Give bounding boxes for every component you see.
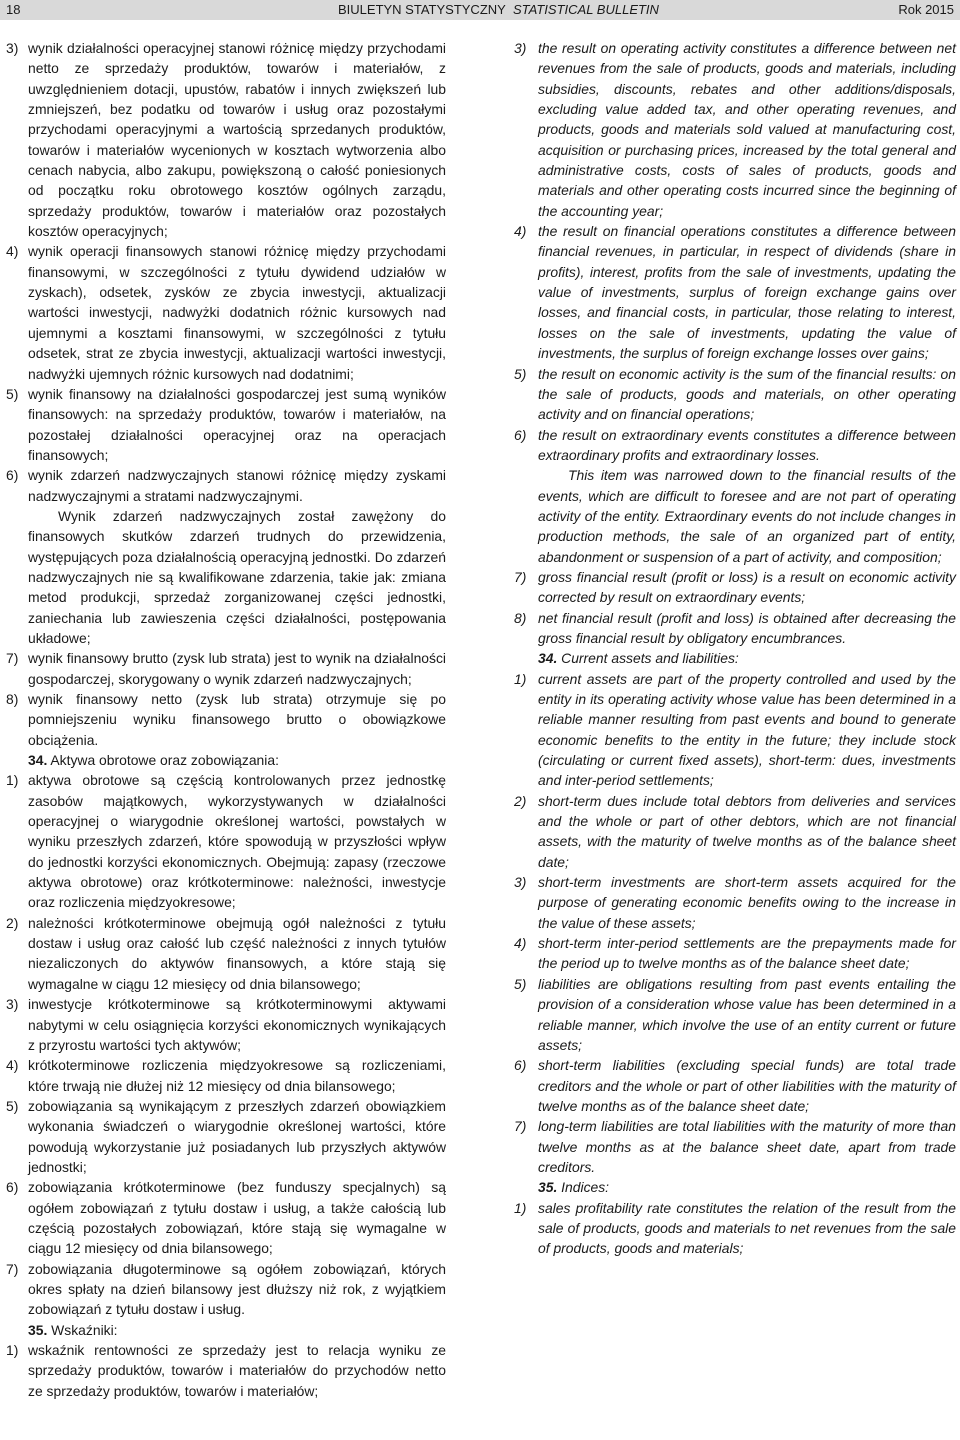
item-text: net financial result (profit and loss) is obtained after decreasing the gross financial result by obligatory encumbrances. [538,609,956,646]
item-number: 2) [514,792,527,809]
item-number: 8) [6,691,19,707]
list-item [6,648,446,689]
section-number: 34. [538,650,558,667]
english-column [514,38,956,1259]
item-text: wynik finansowy netto (zysk lub strata) otrzymuje się po pomniejszeniu wyniku finansowego brutto o obowiązkowe obciążenia. [28,691,446,748]
header-title-en: STATISTICAL BULLETIN [513,2,659,17]
item-text: gross financial result (profit or loss) is a result on economic activity corrected by result on extraordinary events; [538,568,956,606]
item-number: 1) [6,1342,19,1358]
list-item [6,1096,446,1177]
item-number: 8) [514,609,527,626]
item-number: 4) [6,1057,19,1074]
item-text: wynik działalności operacyjnej stanowi różnicę między przychodami netto ze sprzedaży produktów, towarów i materiałów, z uwzględnieniem dotacji, upustów, rabatów i innych zwiększeń lub zmniejszeń, bez podatku od towarów i usług oraz pozostałymi przychodami operacyjnymi a wartością sprzedanych produktów, towarów i materiałów wycenionych w kosztach wytworzenia albo cenach nabycia, albo zakupu, powiększoną o całość poniesionych od początku roku obrotowego kosztów ogólnych zarządu, sprzedaży produktów, towarów i materiałów oraz pozostałych kosztów operacyjnych; [28,40,446,240]
item-text: wskaźnik rentowności ze sprzedaży jest to relacja wyniku ze sprzedaży produktów, towarów i materiałów do przychodów netto ze sprzedaży produktów, towarów i materiałów; [28,1342,446,1399]
list-item [6,465,446,506]
list-item [514,1198,956,1259]
item-number: 6) [6,467,19,484]
item-text: wynik finansowy na działalności gospodarczej jest sumą wyników finansowych: na sprzedaży produktów, towarów i materiałów, na pozostałej działalności operacyjnej oraz na operacjach finansowych; [28,385,446,463]
list-item [514,221,956,363]
item-number: 3) [514,40,527,56]
item-text: zobowiązania są wynikającym z przeszłych zdarzeń obowiązkiem wykonania świadczeń o wiarygodnie określonej wartości, które powodują wykorzystanie już posiadanych lub przyszłych aktywów jednostki; [28,1097,446,1175]
item-text: the result on financial operations constitutes a difference between financial revenues, in particular, in respect of dividends (share in profits), interest, profits from the sale of investments, updating the value of investments, surplus of foreign exchange gains over losses, and financial costs, in particular, those relating to interest, losses on the sale of investments, updating the value of investments, the surplus of foreign exchange losses over gains; [538,223,956,362]
item-number: 3) [6,996,19,1013]
polish-column [6,38,446,1401]
section-heading [6,750,446,770]
item-text: long-term liabilities are total liabilities with the maturity of more than twelve months as at the balance sheet date, apart from trade creditors. [538,1118,956,1175]
section-title: Wskaźniki: [47,1321,118,1338]
header-title-pl: BIULETYN STATYSTYCZNY [338,2,506,17]
list-item [514,872,956,933]
section-heading [6,1320,446,1340]
list-item [6,689,446,750]
list-item [514,364,956,425]
item-number: 2) [6,914,19,931]
list-item [514,567,956,608]
item-text: inwestycje krótkoterminowe są krótkoterminowymi aktywami nabytymi w celu osiągnięcia korzyści ekonomicznych wynikających z przyrostu wartości tych aktywów; [28,996,446,1053]
item-text: short-term dues include total debtors from deliveries and services and the whole or part of other debtors, which are not financial assets, with the maturity of twelve months as of the balance sheet date; [538,792,956,870]
item-text: liabilities are obligations resulting from past events entailing the provision of a consideration whose value has been determined in a reliable manner, which involve the use of an entity current or future assets; [538,975,956,1053]
list-item [6,38,446,241]
item-number: 1) [514,670,527,687]
item-text: krótkoterminowe rozliczenia międzyokresowe są rozliczeniami, które trwają nie dłużej niż 12 miesięcy od dnia bilansowego; [28,1057,446,1094]
list-item [514,1116,956,1177]
item-text: current assets are part of the property controlled and used by the entity in its operating activity whose value has been determined in a reliable manner resulting from past events and bound to generate economic benefits to the entity in the future; they include stock (circulating or current fixed assets), short-term: dues, investments and inter-period settlements; [538,670,956,789]
list-item [6,1177,446,1258]
section-title: Indices: [557,1179,610,1196]
item-number: 4) [6,243,19,260]
section-number: 35. [28,1321,48,1338]
item-text: short-term inter-period settlements are the prepayments made for the period up to twelve months as of the balance sheet date; [538,935,956,972]
list-item [6,1259,446,1320]
item-number: 7) [6,1260,19,1277]
list-item [514,1055,956,1116]
item-text: wynik finansowy brutto (zysk lub strata) jest to wynik na działalności gospodarczej, skorygowany o wynik zdarzeń nadzwyczajnych; [28,650,446,687]
item-number: 5) [514,975,527,992]
item-text: the result on economic activity is the sum of the financial results: on the sale of products, goods and materials, on other operating activity and on financial operations; [538,365,956,423]
item-number: 1) [6,772,19,789]
paragraph: Wynik zdarzeń nadzwyczajnych został zawężony do finansowych skutków zdarzeń trudnych do przewidzenia, występujących poza działalnością operacyjną jednostki. Do zdarzeń nadzwyczajnych nie są kwalifikowane zdarzenia, takie jak: zmiana metod produkcji, sprzedaż zorganizowanej części jednostki, zaniechania lub zawieszenia części działalności, postępowania układowe; [28,507,446,646]
item-number: 6) [6,1179,19,1196]
list-item [514,669,956,791]
list-item [514,933,956,974]
item-number: 3) [514,874,527,891]
item-number: 5) [6,1097,19,1114]
item-number: 5) [6,385,19,402]
item-text: zobowiązania krótkoterminowe (bez funduszy specjalnych) są ogółem zobowiązań z tytułu dostaw i usług, a także całością lub częścią pozostałych zobowiązań, które stają się wymagalne w ciągu 12 miesięcy od dnia bilansowego; [28,1179,446,1257]
list-item [514,791,956,872]
page-number: 18 [6,2,21,17]
item-number: 6) [514,426,527,443]
list-item [6,384,446,465]
item-number: 4) [514,223,527,240]
list-item [514,425,956,466]
list-item [514,38,956,221]
list-item [514,608,956,649]
item-text: the result on operating activity constitutes a difference between net revenues from the sale of products, goods and materials, including subsidies, discounts, rebates and other additions/disposals, excluding value added tax, and other operating revenues, and products, goods and materials sold valued at manufacturing cost, acquisition or purchasing prices, increased by the total general and administrative costs, costs of sales of products, goods and materials and other operating costs incurred since the beginning of the accounting year; [538,40,956,219]
header-year: Rok 2015 [898,2,954,17]
item-text: aktywa obrotowe są częścią kontrolowanych przez jednostkę zasobów majątkowych, wykorzystywanych w działalności operacyjnej o wiarygodnie określonej wartości, powstałych w wyniku przeszłych zdarzeń, które spowodują w przyszłości wpływ do jednostki korzyści ekonomicznych. Obejmują: zapasy (rzeczowe aktywa obrotowe) oraz krótkoterminowe: należności, inwestycje oraz rozliczenia międzyokresowe; [28,772,446,911]
item-number: 6) [514,1057,527,1074]
item-number: 3) [6,40,19,56]
list-item [6,913,446,994]
item-text: wynik operacji finansowych stanowi różnicę między przychodami finansowymi, w szczególności z tytułu dywidend udziałów w zyskach), odsetek, zysków ze zbycia inwestycji, aktualizacji wartości inwestycji, nadwyżki dodatnich różnic kursowych nad ujemnymi a kosztami finansowymi, w szczególności z tytułu odsetek, strat ze zbycia inwestycji, aktualizacji wartości inwestycji, nadwyżki ujemnych różnic kursowych nad dodatnimi; [28,243,446,382]
section-number: 35. [538,1179,558,1196]
item-text: należności krótkoterminowe obejmują ogół należności z tytułu dostaw i usług oraz całość lub część należności z innych tytułów niezaliczonych do aktywów finansowych, a które stają się wymagalne w ciągu 12 miesięcy od dnia bilansowego; [28,914,446,992]
item-text: sales profitability rate constitutes the relation of the result from the sale of products, goods and materials to net revenues from the sale of products, goods and materials; [538,1199,956,1257]
item-number: 7) [514,568,527,585]
item-number: 4) [514,935,527,952]
item-number: 1) [514,1199,527,1216]
section-title: Current assets and liabilities: [557,650,739,667]
item-text: short-term investments are short-term assets acquired for the purpose of generating economic benefits owing to the increase in the value of these assets; [538,874,956,931]
section-number: 34. [28,752,48,769]
item-text: the result on extraordinary events constitutes a difference between extraordinary profits and extraordinary losses. [538,426,956,463]
list-item [6,1055,446,1096]
item-number: 5) [514,365,527,382]
list-item [6,241,446,383]
list-item [6,994,446,1055]
paragraph: This item was narrowed down to the financial results of the events, which are difficult to foresee and are not part of operating activity of the entity. Extraordinary events do not include changes in production methods, the sale of an organized part of entity, abandonment or suspension of a part of activity, and composition; [538,467,956,565]
list-item [514,974,956,1055]
list-item [6,770,446,912]
list-item [6,1340,446,1401]
page-header [0,0,960,20]
item-text: zobowiązania długoterminowe są ogółem zobowiązań, których okres spłaty na dzień bilansowy jest dłuższy niż rok, z wyjątkiem zobowiązań z tytułu dostaw i usług. [28,1260,446,1318]
item-number: 7) [514,1118,527,1135]
item-number: 7) [6,650,19,667]
item-text: short-term liabilities (excluding special funds) are total trade creditors and the whole or part of other liabilities with the maturity of twelve months as of the balance sheet date; [538,1057,956,1114]
section-heading [514,1177,956,1197]
section-heading [514,648,956,668]
item-text: wynik zdarzeń nadzwyczajnych stanowi różnicę między zyskami nadzwyczajnymi a stratami nadzwyczajnymi. [28,467,446,504]
section-title: Aktywa obrotowe oraz zobowiązania: [47,752,279,769]
